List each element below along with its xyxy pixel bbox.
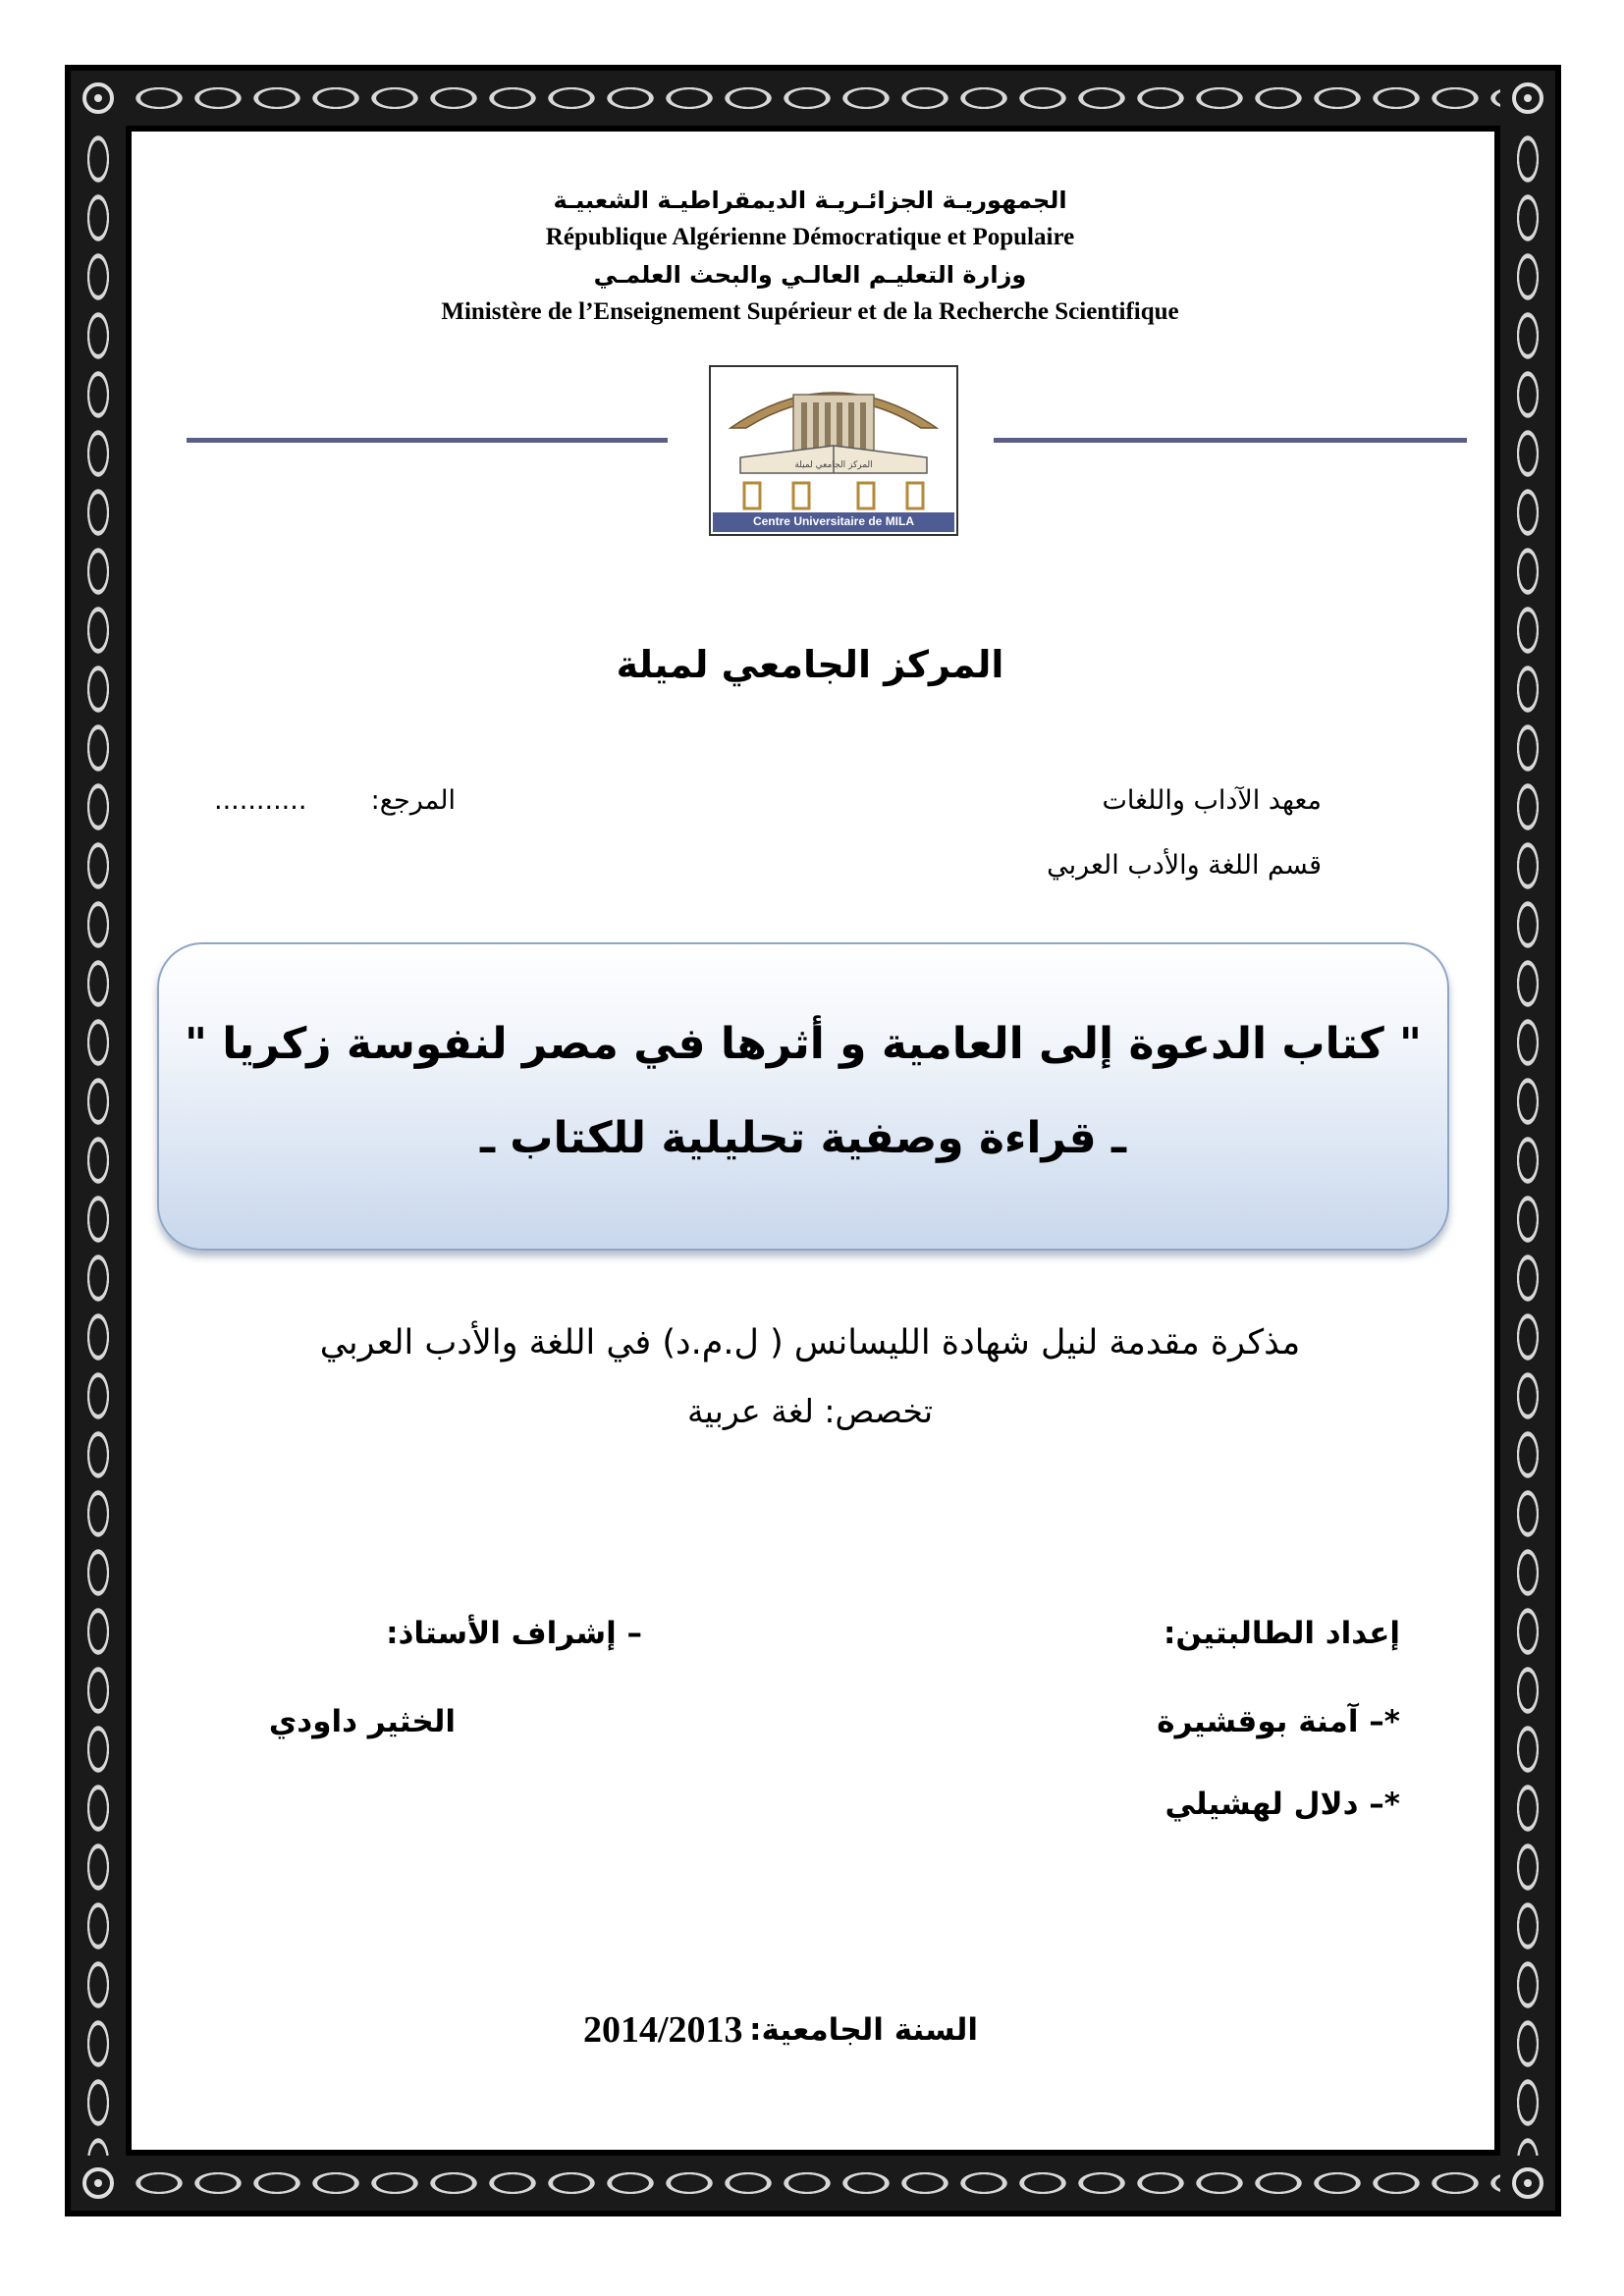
republic-ar: الجمهوريـة الجزائـريـة الديمقراطيـة الشعبيـة <box>553 187 1067 214</box>
corner-ornament-icon <box>1500 71 1555 126</box>
supervisor-label: – إشراف الأستاذ: <box>386 1616 642 1651</box>
ministry-ar: وزارة التعليـم العالـي والبحث العلمـي <box>593 261 1027 289</box>
svg-text:المركز الجامعي لميلة: المركز الجامعي لميلة <box>794 460 873 470</box>
corner-ornament-icon <box>71 2156 126 2211</box>
reference-label: المرجع: <box>370 785 456 816</box>
department-label: قسم اللغة والأدب العربي <box>1047 850 1322 881</box>
corner-ornament-icon <box>71 71 126 126</box>
header-divider-right <box>994 438 1467 443</box>
thesis-title-line1: " كتاب الدعوة إلى العامية و أثرها في مصر لنفوسة زكريا " <box>185 1019 1422 1069</box>
institute-label: معهد الآداب واللغات <box>1102 785 1322 816</box>
university-logo <box>709 365 958 536</box>
corner-ornament-icon <box>1500 2156 1555 2211</box>
specialty-label: تخصص: لغة عربية <box>686 1392 934 1430</box>
university-name: المركز الجامعي لميلة <box>616 643 1004 686</box>
border-band-bottom <box>71 2156 1555 2211</box>
student-name: *– آمنة بوقشيرة <box>1157 1704 1400 1739</box>
memo-description: مذكرة مقدمة لنيل شهادة الليسانس ( ل.م.د) في اللغة والأدب العربي <box>319 1323 1301 1362</box>
border-band-right <box>1500 71 1555 2211</box>
ministry-fr: Ministère de l’Enseignement Supérieur et de la Recherche Scientifique <box>441 298 1179 325</box>
students-label: إعداد الطالبتين: <box>1163 1616 1400 1651</box>
university-building-icon <box>711 367 956 534</box>
academic-year-value: 2014/2013 <box>583 2009 743 2051</box>
thesis-title-line2: ـ قراءة وصفية تحليلية للكتاب ـ <box>479 1113 1127 1163</box>
header-divider-left <box>187 438 668 443</box>
border-band-left <box>71 71 126 2211</box>
border-band-top <box>71 71 1555 126</box>
republic-fr: République Algérienne Démocratique et Populaire <box>545 224 1075 250</box>
logo-caption: Centre Universitaire de MILA <box>752 514 915 528</box>
supervisor-name: الخثير داودي <box>268 1704 456 1739</box>
student-name: *– دلال لهشيلي <box>1164 1787 1400 1822</box>
academic-year-label: السنة الجامعية: <box>749 2012 978 2048</box>
thesis-title-box <box>157 942 1449 1251</box>
reference-value: ........... <box>214 785 307 816</box>
